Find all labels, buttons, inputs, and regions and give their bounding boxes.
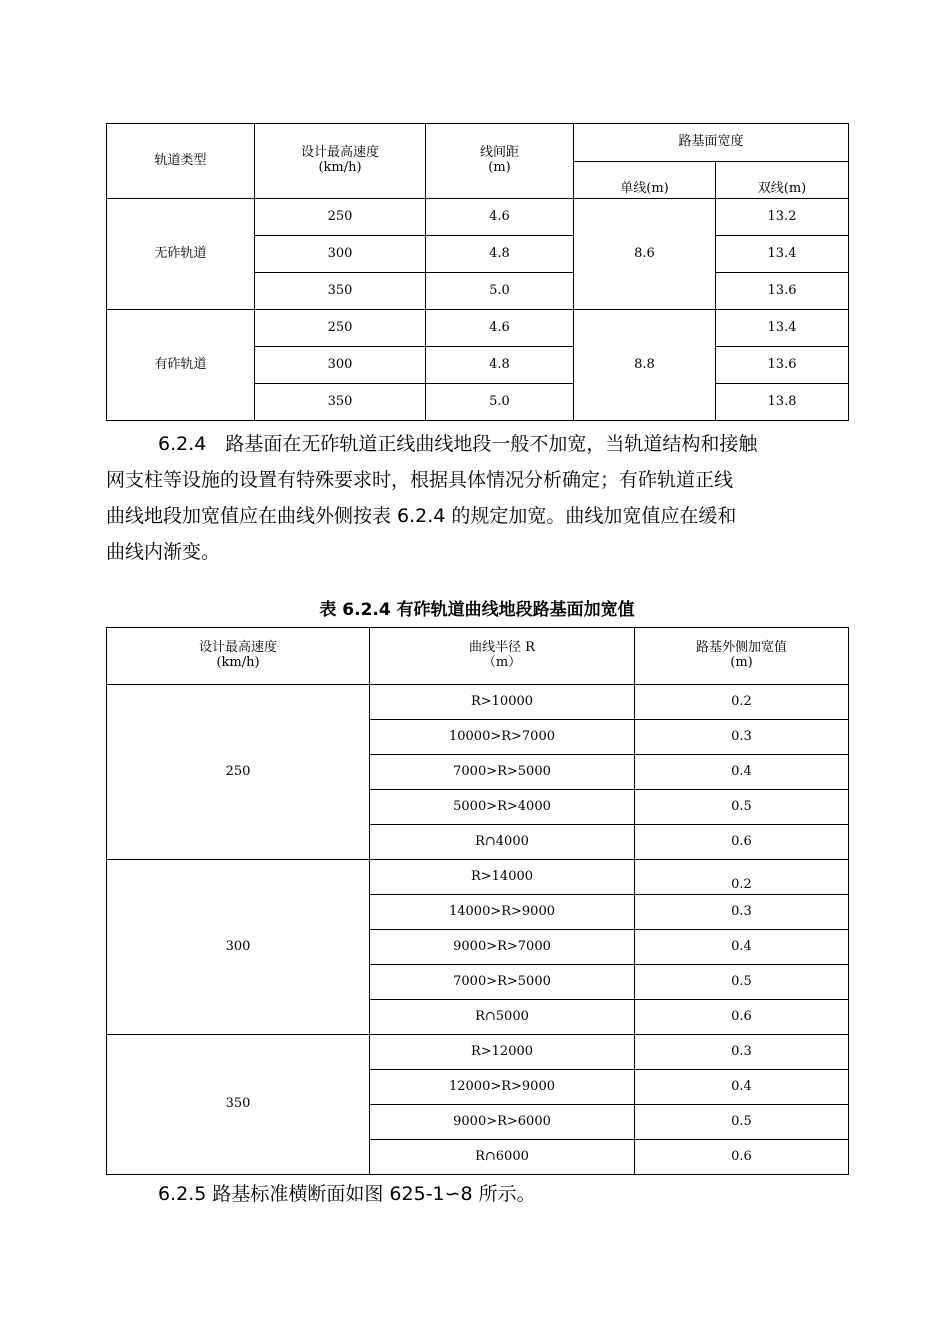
- cell-radius: R∩4000: [370, 825, 635, 860]
- cell-radius: 14000>R>9000: [370, 895, 635, 930]
- cell-double-width: 13.2: [716, 199, 849, 236]
- cell-radius: R>12000: [370, 1035, 635, 1070]
- cell-widening: 0.4: [635, 1070, 849, 1105]
- paragraph-6-2-4: [106, 426, 851, 570]
- cell-spacing: 4.6: [426, 199, 574, 236]
- header-design-speed: 设计最高速度 (km/h): [107, 628, 370, 685]
- cell-single-width: 8.6: [574, 199, 716, 310]
- cell-widening: 0.3: [635, 895, 849, 930]
- roadbed-width-table: [106, 123, 849, 421]
- paragraph-6-2-5: 6.2.5 路基标准横断面如图 625-1∽8 所示。: [158, 1183, 536, 1205]
- cell-speed: 350: [255, 384, 426, 421]
- cell-speed: 300: [255, 347, 426, 384]
- group-track-type: 有砟轨道: [107, 310, 255, 421]
- cell-radius: R∩5000: [370, 1000, 635, 1035]
- cell-radius: 9000>R>7000: [370, 930, 635, 965]
- group-track-type: 无砟轨道: [107, 199, 255, 310]
- cell-spacing: 4.8: [426, 347, 574, 384]
- cell-radius: 7000>R>5000: [370, 755, 635, 790]
- cell-radius: R∩6000: [370, 1140, 635, 1175]
- cell-radius: R>14000: [370, 860, 635, 895]
- cell-widening: 0.6: [635, 1140, 849, 1175]
- cell-double-width: 13.8: [716, 384, 849, 421]
- header-track-spacing: 线间距 (m): [426, 124, 574, 199]
- header-widening-value: 路基外侧加宽值 (m): [635, 628, 849, 685]
- cell-radius: 7000>R>5000: [370, 965, 635, 1000]
- cell-radius: 9000>R>6000: [370, 1105, 635, 1140]
- cell-spacing: 4.6: [426, 310, 574, 347]
- cell-radius: R>10000: [370, 685, 635, 720]
- paragraph-line: 曲线地段加宽值应在曲线外侧按表 6.2.4 的规定加宽。曲线加宽值应在缓和: [106, 505, 737, 527]
- cell-speed: 300: [255, 236, 426, 273]
- cell-radius: 5000>R>4000: [370, 790, 635, 825]
- cell-radius: 10000>R>7000: [370, 720, 635, 755]
- cell-widening: 0.5: [635, 1105, 849, 1140]
- cell-spacing: 4.8: [426, 236, 574, 273]
- cell-spacing: 5.0: [426, 273, 574, 310]
- cell-double-width: 13.6: [716, 347, 849, 384]
- paragraph-line: 6.2.4 路基面在无砟轨道正线曲线地段一般不加宽，当轨道结构和接触: [158, 433, 758, 455]
- cell-double-width: 13.4: [716, 310, 849, 347]
- header-curve-radius: 曲线半径 R （m）: [370, 628, 635, 685]
- cell-speed: 250: [255, 199, 426, 236]
- paragraph-line: 曲线内渐变。: [106, 541, 221, 563]
- cell-widening: 0.3: [635, 720, 849, 755]
- cell-widening: 0.6: [635, 825, 849, 860]
- cell-widening: 0.2: [635, 860, 849, 895]
- cell-widening: 0.5: [635, 790, 849, 825]
- header-design-speed: 设计最高速度 (km/h): [255, 124, 426, 199]
- curve-widening-table: [106, 627, 849, 1175]
- cell-double-width: 13.6: [716, 273, 849, 310]
- cell-speed: 350: [255, 273, 426, 310]
- header-single-line: 单线(m): [574, 162, 716, 199]
- group-speed: 250: [107, 685, 370, 860]
- cell-speed: 250: [255, 310, 426, 347]
- table-caption: 表 6.2.4 有砟轨道曲线地段路基面加宽值: [319, 600, 635, 620]
- paragraph-line: 网支柱等设施的设置有特殊要求时，根据具体情况分析确定；有砟轨道正线: [106, 469, 734, 491]
- cell-double-width: 13.4: [716, 236, 849, 273]
- cell-widening: 0.4: [635, 755, 849, 790]
- cell-widening: 0.3: [635, 1035, 849, 1070]
- cell-widening: 0.6: [635, 1000, 849, 1035]
- header-double-line: 双线(m): [716, 162, 849, 199]
- cell-spacing: 5.0: [426, 384, 574, 421]
- header-track-type: 轨道类型: [107, 124, 255, 199]
- group-speed: 350: [107, 1035, 370, 1175]
- group-speed: 300: [107, 860, 370, 1035]
- cell-widening: 0.4: [635, 930, 849, 965]
- cell-widening: 0.2: [635, 685, 849, 720]
- cell-radius: 12000>R>9000: [370, 1070, 635, 1105]
- cell-single-width: 8.8: [574, 310, 716, 421]
- header-roadbed-width: 路基面宽度: [574, 124, 849, 162]
- cell-widening: 0.5: [635, 965, 849, 1000]
